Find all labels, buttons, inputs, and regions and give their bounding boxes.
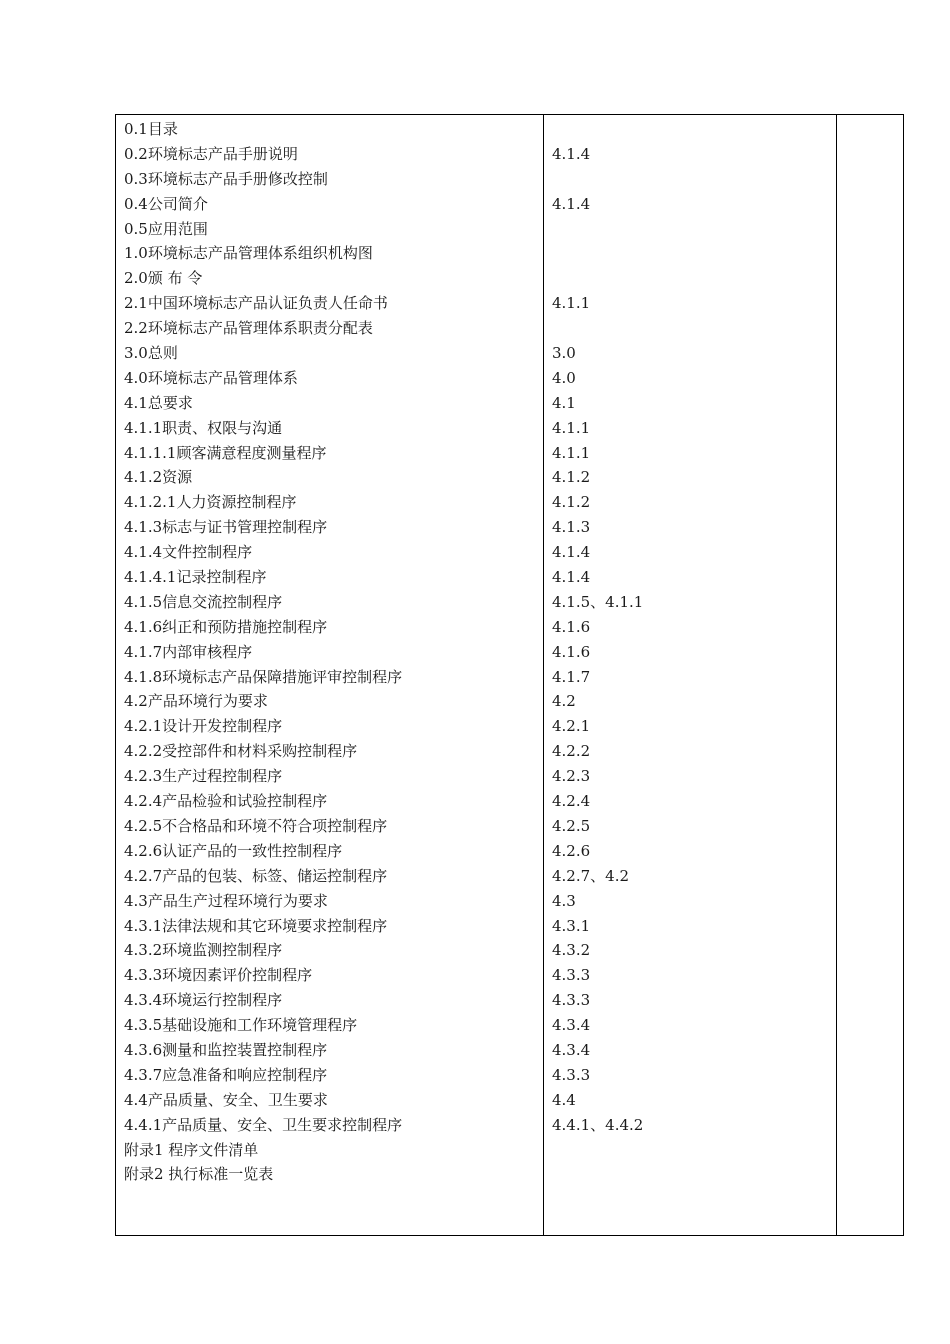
toc-entry-ref: 4.2.5 xyxy=(552,816,591,835)
toc-row xyxy=(116,739,903,764)
toc-row xyxy=(116,441,903,466)
toc-entry-ref: 4.3.3 xyxy=(552,966,591,985)
toc-row xyxy=(116,814,903,839)
toc-row xyxy=(116,1162,903,1187)
toc-entry-title: 2.0颁 布 令 xyxy=(124,269,203,288)
toc-row xyxy=(116,142,903,167)
toc-row xyxy=(116,889,903,914)
toc-entry-title: 4.2.6认证产品的一致性控制程序 xyxy=(124,841,343,860)
toc-row xyxy=(116,1138,903,1163)
toc-entry-title: 4.1.2资源 xyxy=(124,468,193,487)
toc-entry-ref: 4.3.4 xyxy=(552,1040,591,1059)
toc-entry-ref: 4.1.4 xyxy=(552,568,591,587)
toc-row xyxy=(116,167,903,192)
toc-entry-ref: 4.1.6 xyxy=(552,617,591,636)
toc-entry-title: 4.4产品质量、安全、卫生要求 xyxy=(124,1090,328,1109)
toc-entry-ref: 4.1.1 xyxy=(552,294,591,313)
toc-entry-ref: 4.2.2 xyxy=(552,742,591,761)
toc-row xyxy=(116,789,903,814)
toc-row xyxy=(116,341,903,366)
toc-entry-title: 4.1总要求 xyxy=(124,393,193,412)
toc-row xyxy=(116,615,903,640)
toc-row xyxy=(116,864,903,889)
toc-entry-ref: 4.3.3 xyxy=(552,1065,591,1084)
toc-entry-ref: 4.2.6 xyxy=(552,841,591,860)
toc-table xyxy=(115,114,904,1236)
toc-entry-title: 4.1.1职责、权限与沟通 xyxy=(124,418,283,437)
toc-entry-ref: 4.4.1、4.4.2 xyxy=(552,1115,644,1134)
toc-entry-title: 附录2 执行标准一览表 xyxy=(124,1165,274,1184)
toc-entry-title: 0.4公司简介 xyxy=(124,194,208,213)
toc-entry-ref: 4.1.6 xyxy=(552,642,591,661)
toc-entry-title: 4.2产品环境行为要求 xyxy=(124,692,268,711)
toc-row xyxy=(116,1063,903,1088)
toc-entry-ref: 4.0 xyxy=(552,368,576,387)
toc-entry-title: 4.1.4.1记录控制程序 xyxy=(124,568,267,587)
toc-entry-ref: 4.1.1 xyxy=(552,443,591,462)
toc-row xyxy=(116,540,903,565)
toc-entry-title: 4.1.3标志与证书管理控制程序 xyxy=(124,518,328,537)
toc-entry-title: 0.3环境标志产品手册修改控制 xyxy=(124,169,328,188)
toc-row xyxy=(116,117,903,142)
toc-entry-title: 4.2.2受控部件和材料采购控制程序 xyxy=(124,742,358,761)
toc-row xyxy=(116,590,903,615)
toc-entry-ref: 4.3.4 xyxy=(552,1016,591,1035)
toc-row xyxy=(116,490,903,515)
toc-entry-title: 4.1.7内部审核程序 xyxy=(124,642,253,661)
toc-row xyxy=(116,665,903,690)
toc-entry-title: 4.2.3生产过程控制程序 xyxy=(124,767,283,786)
toc-entry-title: 0.5应用范围 xyxy=(124,219,208,238)
toc-row xyxy=(116,1113,903,1138)
toc-entry-ref: 4.1.7 xyxy=(552,667,591,686)
toc-entry-ref: 4.2 xyxy=(552,692,576,711)
toc-entry-ref: 4.3 xyxy=(552,891,576,910)
toc-row xyxy=(116,1038,903,1063)
toc-entry-ref: 4.1.2 xyxy=(552,468,591,487)
toc-entry-title: 3.0总则 xyxy=(124,344,178,363)
toc-row xyxy=(116,416,903,441)
toc-entry-title: 4.2.1设计开发控制程序 xyxy=(124,717,283,736)
toc-row xyxy=(116,764,903,789)
toc-entry-title: 4.1.5信息交流控制程序 xyxy=(124,592,283,611)
toc-entry-ref: 4.3.1 xyxy=(552,916,591,935)
toc-entry-title: 4.1.1.1顾客满意程度测量程序 xyxy=(124,443,327,462)
toc-entry-title: 4.1.4文件控制程序 xyxy=(124,543,253,562)
toc-row xyxy=(116,291,903,316)
toc-entry-ref: 4.1.4 xyxy=(552,543,591,562)
toc-entry-title: 4.3.7应急准备和响应控制程序 xyxy=(124,1065,328,1084)
toc-row xyxy=(116,914,903,939)
toc-entry-title: 4.2.4产品检验和试验控制程序 xyxy=(124,792,328,811)
toc-entry-title: 4.1.6纠正和预防措施控制程序 xyxy=(124,617,328,636)
toc-row xyxy=(116,391,903,416)
toc-row xyxy=(116,640,903,665)
toc-entry-title: 4.3.6测量和监控装置控制程序 xyxy=(124,1040,328,1059)
toc-entry-title: 4.2.5不合格品和环境不符合项控制程序 xyxy=(124,816,388,835)
toc-entry-ref: 4.2.7、4.2 xyxy=(552,866,630,885)
toc-row xyxy=(116,241,903,266)
toc-row xyxy=(116,515,903,540)
toc-entry-title: 4.3.5基础设施和工作环境管理程序 xyxy=(124,1016,358,1035)
toc-entry-title: 2.1中国环境标志产品认证负责人任命书 xyxy=(124,294,388,313)
toc-entry-ref: 4.1.3 xyxy=(552,518,591,537)
toc-entry-ref: 4.2.4 xyxy=(552,792,591,811)
toc-entry-title: 4.4.1产品质量、安全、卫生要求控制程序 xyxy=(124,1115,403,1134)
toc-entry-ref: 4.3.2 xyxy=(552,941,591,960)
toc-entry-ref: 4.1.4 xyxy=(552,194,591,213)
toc-rows xyxy=(116,117,903,1187)
toc-entry-title: 4.3.4环境运行控制程序 xyxy=(124,991,283,1010)
toc-entry-ref: 4.1.2 xyxy=(552,493,591,512)
toc-entry-title: 4.1.2.1人力资源控制程序 xyxy=(124,493,297,512)
toc-entry-ref: 4.4 xyxy=(552,1090,576,1109)
toc-entry-title: 4.3.2环境监测控制程序 xyxy=(124,941,283,960)
toc-entry-title: 4.3.1法律法规和其它环境要求控制程序 xyxy=(124,916,388,935)
toc-row xyxy=(116,938,903,963)
toc-entry-ref: 4.1.1 xyxy=(552,418,591,437)
toc-row xyxy=(116,316,903,341)
toc-row xyxy=(116,839,903,864)
toc-row xyxy=(116,192,903,217)
toc-entry-ref: 4.1 xyxy=(552,393,576,412)
toc-entry-ref: 4.3.3 xyxy=(552,991,591,1010)
toc-row xyxy=(116,465,903,490)
toc-row xyxy=(116,366,903,391)
toc-entry-title: 2.2环境标志产品管理体系职责分配表 xyxy=(124,319,373,338)
toc-row xyxy=(116,1013,903,1038)
toc-entry-ref: 4.1.5、4.1.1 xyxy=(552,592,644,611)
toc-row xyxy=(116,266,903,291)
toc-row xyxy=(116,988,903,1013)
toc-entry-ref: 4.1.4 xyxy=(552,144,591,163)
toc-entry-title: 4.2.7产品的包装、标签、储运控制程序 xyxy=(124,866,388,885)
toc-entry-ref: 3.0 xyxy=(552,344,576,363)
toc-row xyxy=(116,565,903,590)
toc-entry-ref: 4.2.3 xyxy=(552,767,591,786)
toc-entry-title: 4.3.3环境因素评价控制程序 xyxy=(124,966,313,985)
toc-entry-title: 附录1 程序文件清单 xyxy=(124,1140,259,1159)
toc-entry-title: 0.2环境标志产品手册说明 xyxy=(124,144,298,163)
toc-row xyxy=(116,714,903,739)
toc-row xyxy=(116,689,903,714)
toc-entry-title: 0.1目录 xyxy=(124,120,178,138)
toc-entry-title: 1.0环境标志产品管理体系组织机构图 xyxy=(124,244,373,263)
toc-row xyxy=(116,963,903,988)
toc-entry-title: 4.3产品生产过程环境行为要求 xyxy=(124,891,328,910)
toc-entry-title: 4.1.8环境标志产品保障措施评审控制程序 xyxy=(124,667,403,686)
toc-row xyxy=(116,1088,903,1113)
toc-entry-title: 4.0环境标志产品管理体系 xyxy=(124,368,298,387)
toc-row xyxy=(116,217,903,242)
toc-entry-ref: 4.2.1 xyxy=(552,717,591,736)
